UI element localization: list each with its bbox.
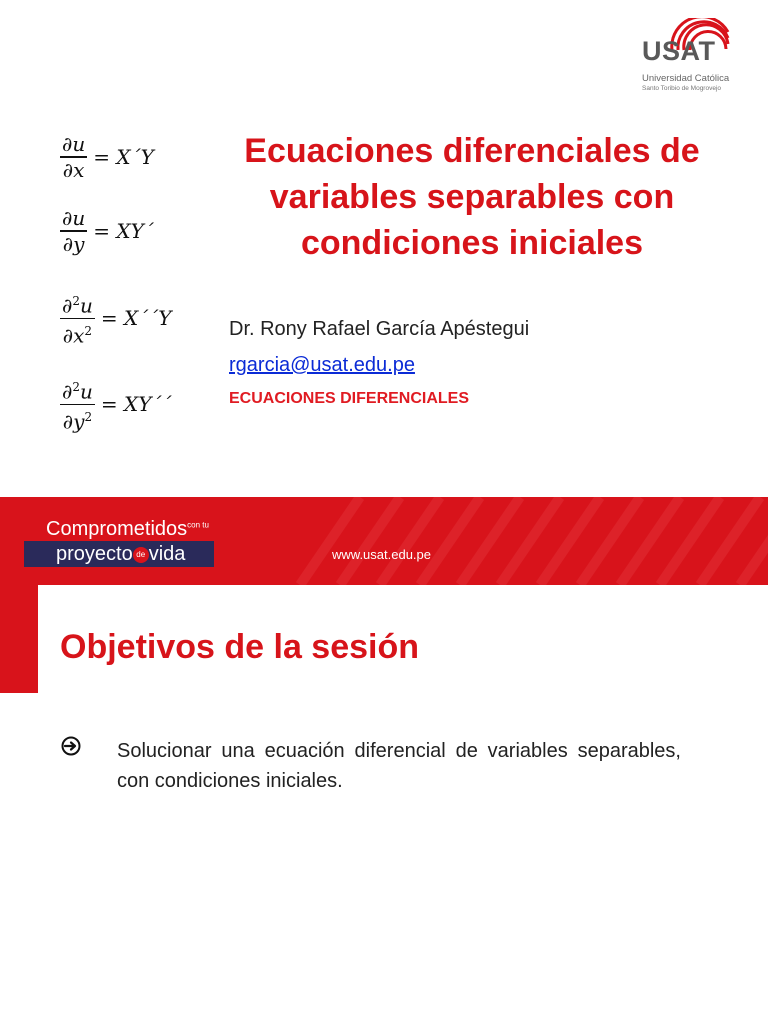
- slogan-line1: [46, 518, 209, 541]
- website-link[interactable]: www.usat.edu.pe: [332, 547, 432, 562]
- objectives-title: Objetivos de la sesión: [60, 628, 420, 666]
- slogan-vida: vida: [148, 543, 186, 565]
- slide-side-accent: [0, 585, 38, 693]
- usat-logo: [640, 18, 736, 98]
- circled-arrow-right-icon: [61, 736, 81, 756]
- objective-bullet: Solucionar una ecuación diferencial de variables separables, con condiciones iniciales.: [117, 740, 681, 792]
- slogan-de-badge: de: [133, 547, 149, 563]
- author-name: Dr. Rony Rafael García Apéstegui: [229, 318, 530, 340]
- equation-d2u-dy2: $\frac{\partial^2u}{\partial y^2}$ = XY´´: [62, 379, 172, 434]
- slogan-line2: [56, 541, 185, 567]
- author-email-link[interactable]: rgarcia@usat.edu.pe: [229, 354, 415, 376]
- logo-university: Universidad Católica: [642, 73, 730, 84]
- logo-text: USAT: [642, 36, 716, 66]
- logo-subtitle: Santo Toribio de Mogrovejo: [642, 85, 722, 92]
- course-name: ECUACIONES DIFERENCIALES: [229, 390, 470, 407]
- equation-d2u-dx2: $\frac{\partial^2u}{\partial x^2}$ = X´´Y: [62, 293, 172, 348]
- slogan-word: Comprometidos: [46, 518, 188, 540]
- equation-du-dy: $\frac{\partial u}{\partial y}$ = XY´: [62, 206, 154, 256]
- slide-title: Ecuaciones diferenciales de variables separables con condiciones iniciales: [244, 132, 700, 262]
- equation-du-dx: $\frac{\partial u}{\partial x}$ = X´Y: [62, 132, 154, 182]
- title-slide: [0, 0, 768, 497]
- slogan-small: con tu: [187, 520, 209, 530]
- slogan-proyecto: proyecto: [56, 543, 133, 565]
